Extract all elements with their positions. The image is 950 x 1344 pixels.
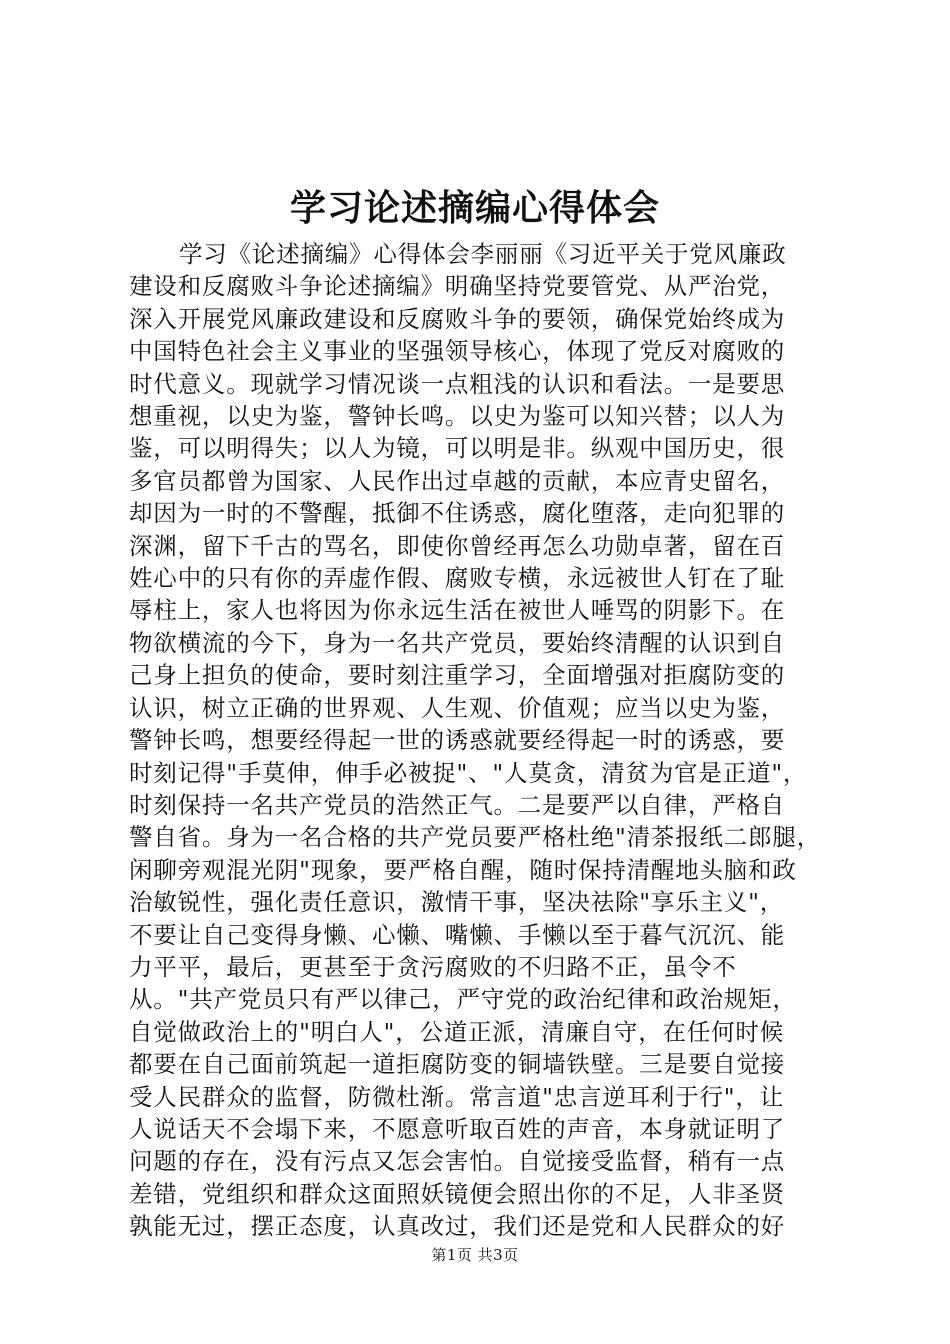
body-line: 问题的存在，没有污点又怎会害怕。自觉接受监督，稍有一点	[129, 1147, 786, 1176]
document-title: 学习论述摘编心得体会	[289, 187, 660, 229]
body-line: 从。"共产党员只有严以律己，严守党的政治纪律和政治规矩，	[129, 985, 797, 1014]
body-line: 中国特色社会主义事业的坚强领导核心，体现了党反对腐败的	[129, 337, 786, 366]
body-line: 孰能无过，摆正态度，认真改过，我们还是党和人民群众的好	[129, 1212, 786, 1241]
body-line: 学习《论述摘编》心得体会李丽丽《习近平关于党风廉政	[179, 240, 787, 268]
body-line: 时刻保持一名共产党员的浩然正气。二是要严以自律，严格自	[129, 790, 786, 819]
body-line: 自觉做政治上的"明白人"，公道正派，清廉自守，在任何时候	[129, 1017, 785, 1046]
body-line: 己身上担负的使命，要时刻注重学习，全面增强对拒腐防变的	[129, 661, 786, 690]
body-line: 建设和反腐败斗争论述摘编》明确坚持党要管党、从严治党，	[129, 272, 786, 301]
body-line: 认识，树立正确的世界观、人生观、价值观；应当以史为鉴，	[129, 693, 786, 722]
body-line: 多官员都曾为国家、人民作出过卓越的贡献，本应青史留名，	[129, 466, 786, 495]
body-line: 物欲横流的今下，身为一名共产党员，要始终清醒的认识到自	[129, 628, 786, 657]
body-line: 力平平，最后，更甚至于贪污腐败的不归路不正，虽令不	[129, 952, 737, 981]
body-line: 深渊，留下千古的骂名，即使你曾经再怎么功勋卓著，留在百	[129, 531, 786, 560]
body-line: 辱柱上，家人也将因为你永远生活在被世人唾骂的阴影下。在	[129, 596, 786, 625]
page-footer: 第1页 共3页	[431, 1246, 519, 1264]
body-line: 受人民群众的监督，防微杜渐。常言道"忠言逆耳利于行"，让	[129, 1082, 785, 1111]
document-body	[129, 238, 837, 1243]
body-line: 想重视，以史为鉴，警钟长鸣。以史为鉴可以知兴替；以人为	[129, 402, 786, 431]
body-line: 鉴，可以明得失；以人为镜，可以明是非。纵观中国历史，很	[129, 434, 786, 463]
body-line: 闲聊旁观混光阴"现象，要严格自醒，随时保持清醒地头脑和政	[129, 855, 797, 884]
body-line: 治敏锐性，强化责任意识，激情干事，坚决祛除"享乐主义"，	[129, 888, 785, 917]
body-line: 人说话天不会塌下来，不愿意听取百姓的声音，本身就证明了	[129, 1114, 786, 1143]
body-line: 警钟长鸣，想要经得起一世的诱惑就要经得起一时的诱惑，要	[129, 726, 786, 755]
body-line: 不要让自己变得身懒、心懒、嘴懒、手懒以至于暮气沉沉、能	[129, 920, 786, 949]
body-line: 都要在自己面前筑起一道拒腐防变的铜墙铁壁。三是要自觉接	[129, 1050, 786, 1079]
body-line: 却因为一时的不警醒，抵御不住诱惑，腐化堕落，走向犯罪的	[129, 499, 786, 528]
body-line: 警自省。身为一名合格的共产党员要严格杜绝"清茶报纸二郎腿，	[129, 823, 822, 852]
body-line: 深入开展党风廉政建设和反腐败斗争的要领，确保党始终成为	[129, 304, 786, 333]
body-line: 时刻记得"手莫伸，伸手必被捉"、"人莫贪，清贫为官是正道"，	[129, 758, 808, 787]
body-line: 姓心中的只有你的弄虚作假、腐败专横，永远被世人钉在了耻	[129, 564, 786, 593]
body-line: 差错，党组织和群众这面照妖镜便会照出你的不足，人非圣贤	[129, 1179, 786, 1208]
body-line: 时代意义。现就学习情况谈一点粗浅的认识和看法。一是要思	[129, 369, 786, 398]
